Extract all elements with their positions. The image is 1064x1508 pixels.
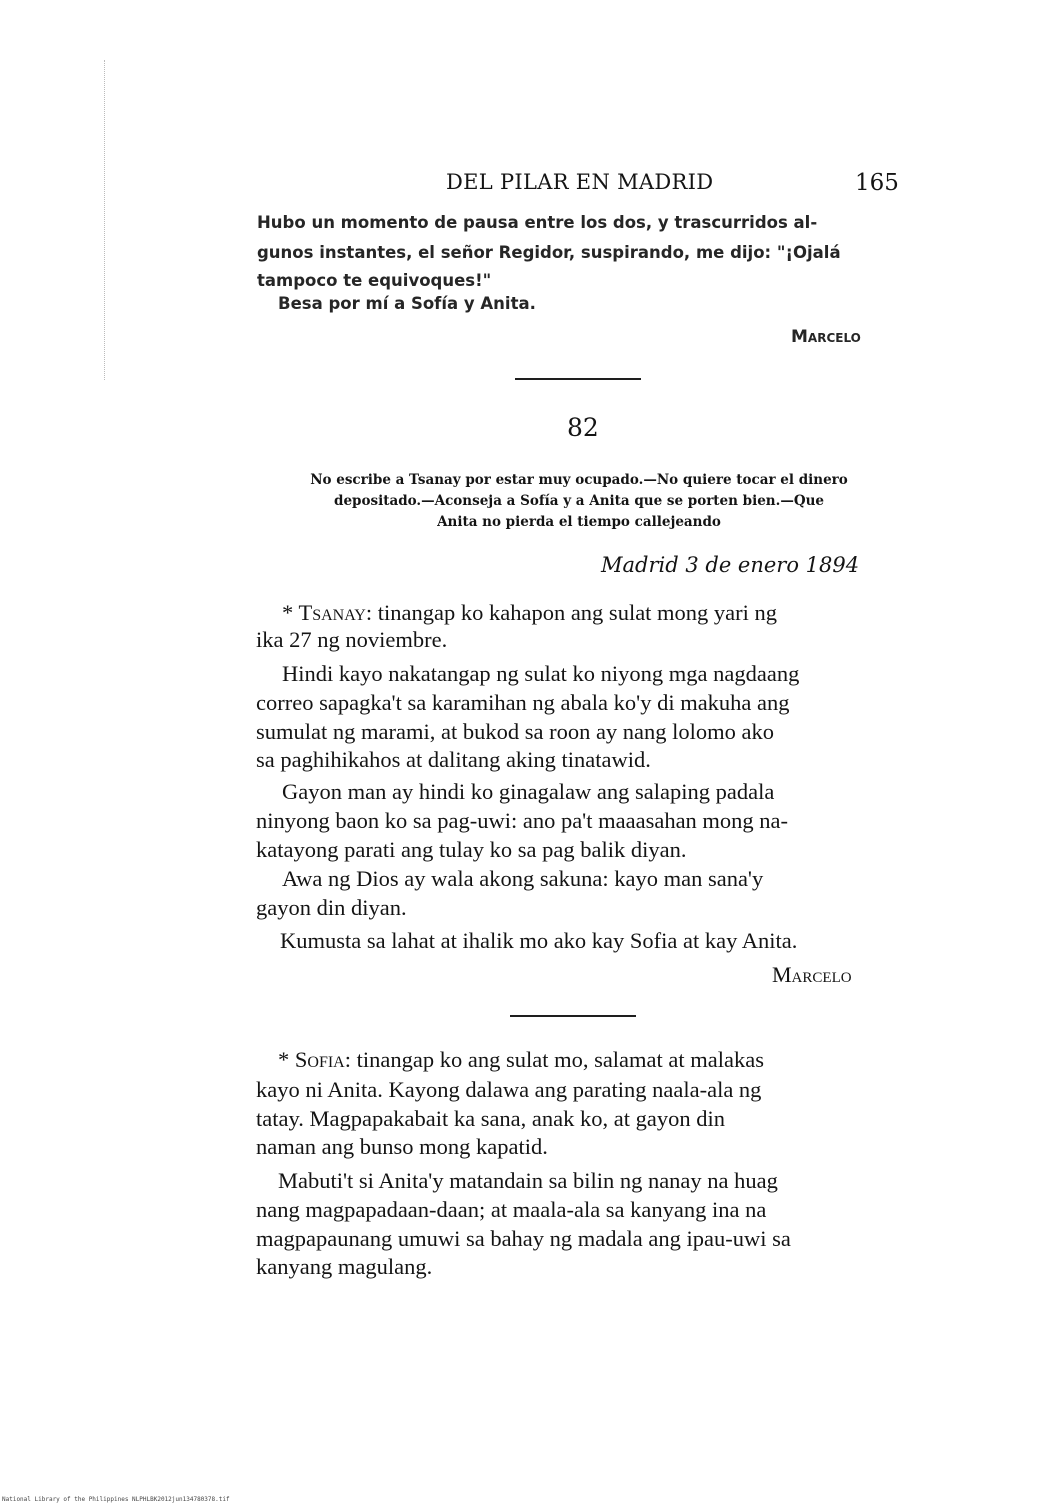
text-line: Besa por mí a Sofía y Anita.	[278, 294, 536, 313]
text-line: ninyong baon ko sa pag-uwi: ano pa't maaasahan mong na-	[256, 808, 789, 833]
text-line: kayo ni Anita. Kayong dalawa ang parating naala-ala ng	[256, 1077, 762, 1102]
text-line: tinangap ko ang sulat mo, salamat at malakas	[356, 1047, 764, 1072]
signature-marcelo: Marcelo	[772, 962, 852, 987]
text-line: Awa ng Dios ay wala akong sakuna: kayo man sana'y	[282, 866, 764, 891]
text-line: ika 27 ng noviembre.	[256, 627, 448, 652]
previous-signature: Marcelo	[791, 327, 861, 347]
text-line: Hubo un momento de pausa entre los dos, y trascurridos al-	[257, 213, 818, 232]
text-line: Kumusta sa lahat at ihalik mo ako kay Sofia at kay Anita.	[280, 928, 798, 953]
text-line: naman ang bunso mong kapatid.	[256, 1134, 548, 1159]
text-line: katayong parati ang tulay ko sa pag balik diyan.	[256, 837, 687, 862]
text-line: gayon din diyan.	[256, 895, 407, 920]
letter-date: Madrid 3 de enero 1894	[601, 553, 860, 577]
letter-number: 82	[567, 413, 599, 442]
text-line: nang magpapadaan-daan; at maala-ala sa kanyang ina na	[256, 1197, 767, 1222]
summary-line: depositado.—Aconseja a Sofía y a Anita que se porten bien.—Que	[334, 493, 824, 509]
scan-footer: National Library of the Philippines NLPHLBK2012jun134780378.tif	[2, 1496, 230, 1503]
salutation-tsanay: * Tsanay:	[282, 600, 373, 625]
text-line: tatay. Magpapakabait ka sana, anak ko, at gayon din	[256, 1106, 725, 1131]
text-line: sumulat ng marami, at bukod sa roon ay nang lolomo ako	[256, 719, 775, 744]
text-line: kanyang magulang.	[256, 1254, 433, 1279]
text-line: magpapaunang umuwi sa bahay ng madala ang ipau-uwi sa	[256, 1226, 791, 1251]
text-line: correo sapagka't sa karamihan ng abala ko'y di makuha ang	[256, 690, 790, 715]
summary-line: No escribe a Tsanay por estar muy ocupado.—No quiere tocar el dinero	[310, 472, 848, 488]
salutation-sofia: * Sofia:	[278, 1047, 351, 1072]
summary-line: Anita no pierda el tiempo callejeando	[437, 514, 721, 530]
text-line: tampoco te equivoques!"	[257, 271, 492, 290]
letter-summary	[255, 470, 903, 533]
separator-rule	[515, 378, 641, 380]
separator-rule	[510, 1015, 636, 1017]
text-line: Mabuti't si Anita'y matandain sa bilin ng nanay na huag	[278, 1168, 778, 1193]
page-number: 165	[855, 170, 899, 196]
running-header: DEL PILAR EN MADRID	[446, 170, 714, 194]
text-line: Gayon man ay hindi ko ginagalaw ang salaping padala	[282, 779, 775, 804]
text-line: gunos instantes, el señor Regidor, suspirando, me dijo: "¡Ojalá	[257, 243, 841, 262]
text-line: sa paghihikahos at dalitang aking tinatawid.	[256, 747, 651, 772]
text-line: tinangap ko kahapon ang sulat mong yari ng	[377, 600, 778, 625]
text-line: Hindi kayo nakatangap ng sulat ko niyong mga nagdaang	[282, 661, 800, 686]
scan-margin-dots	[104, 60, 106, 380]
